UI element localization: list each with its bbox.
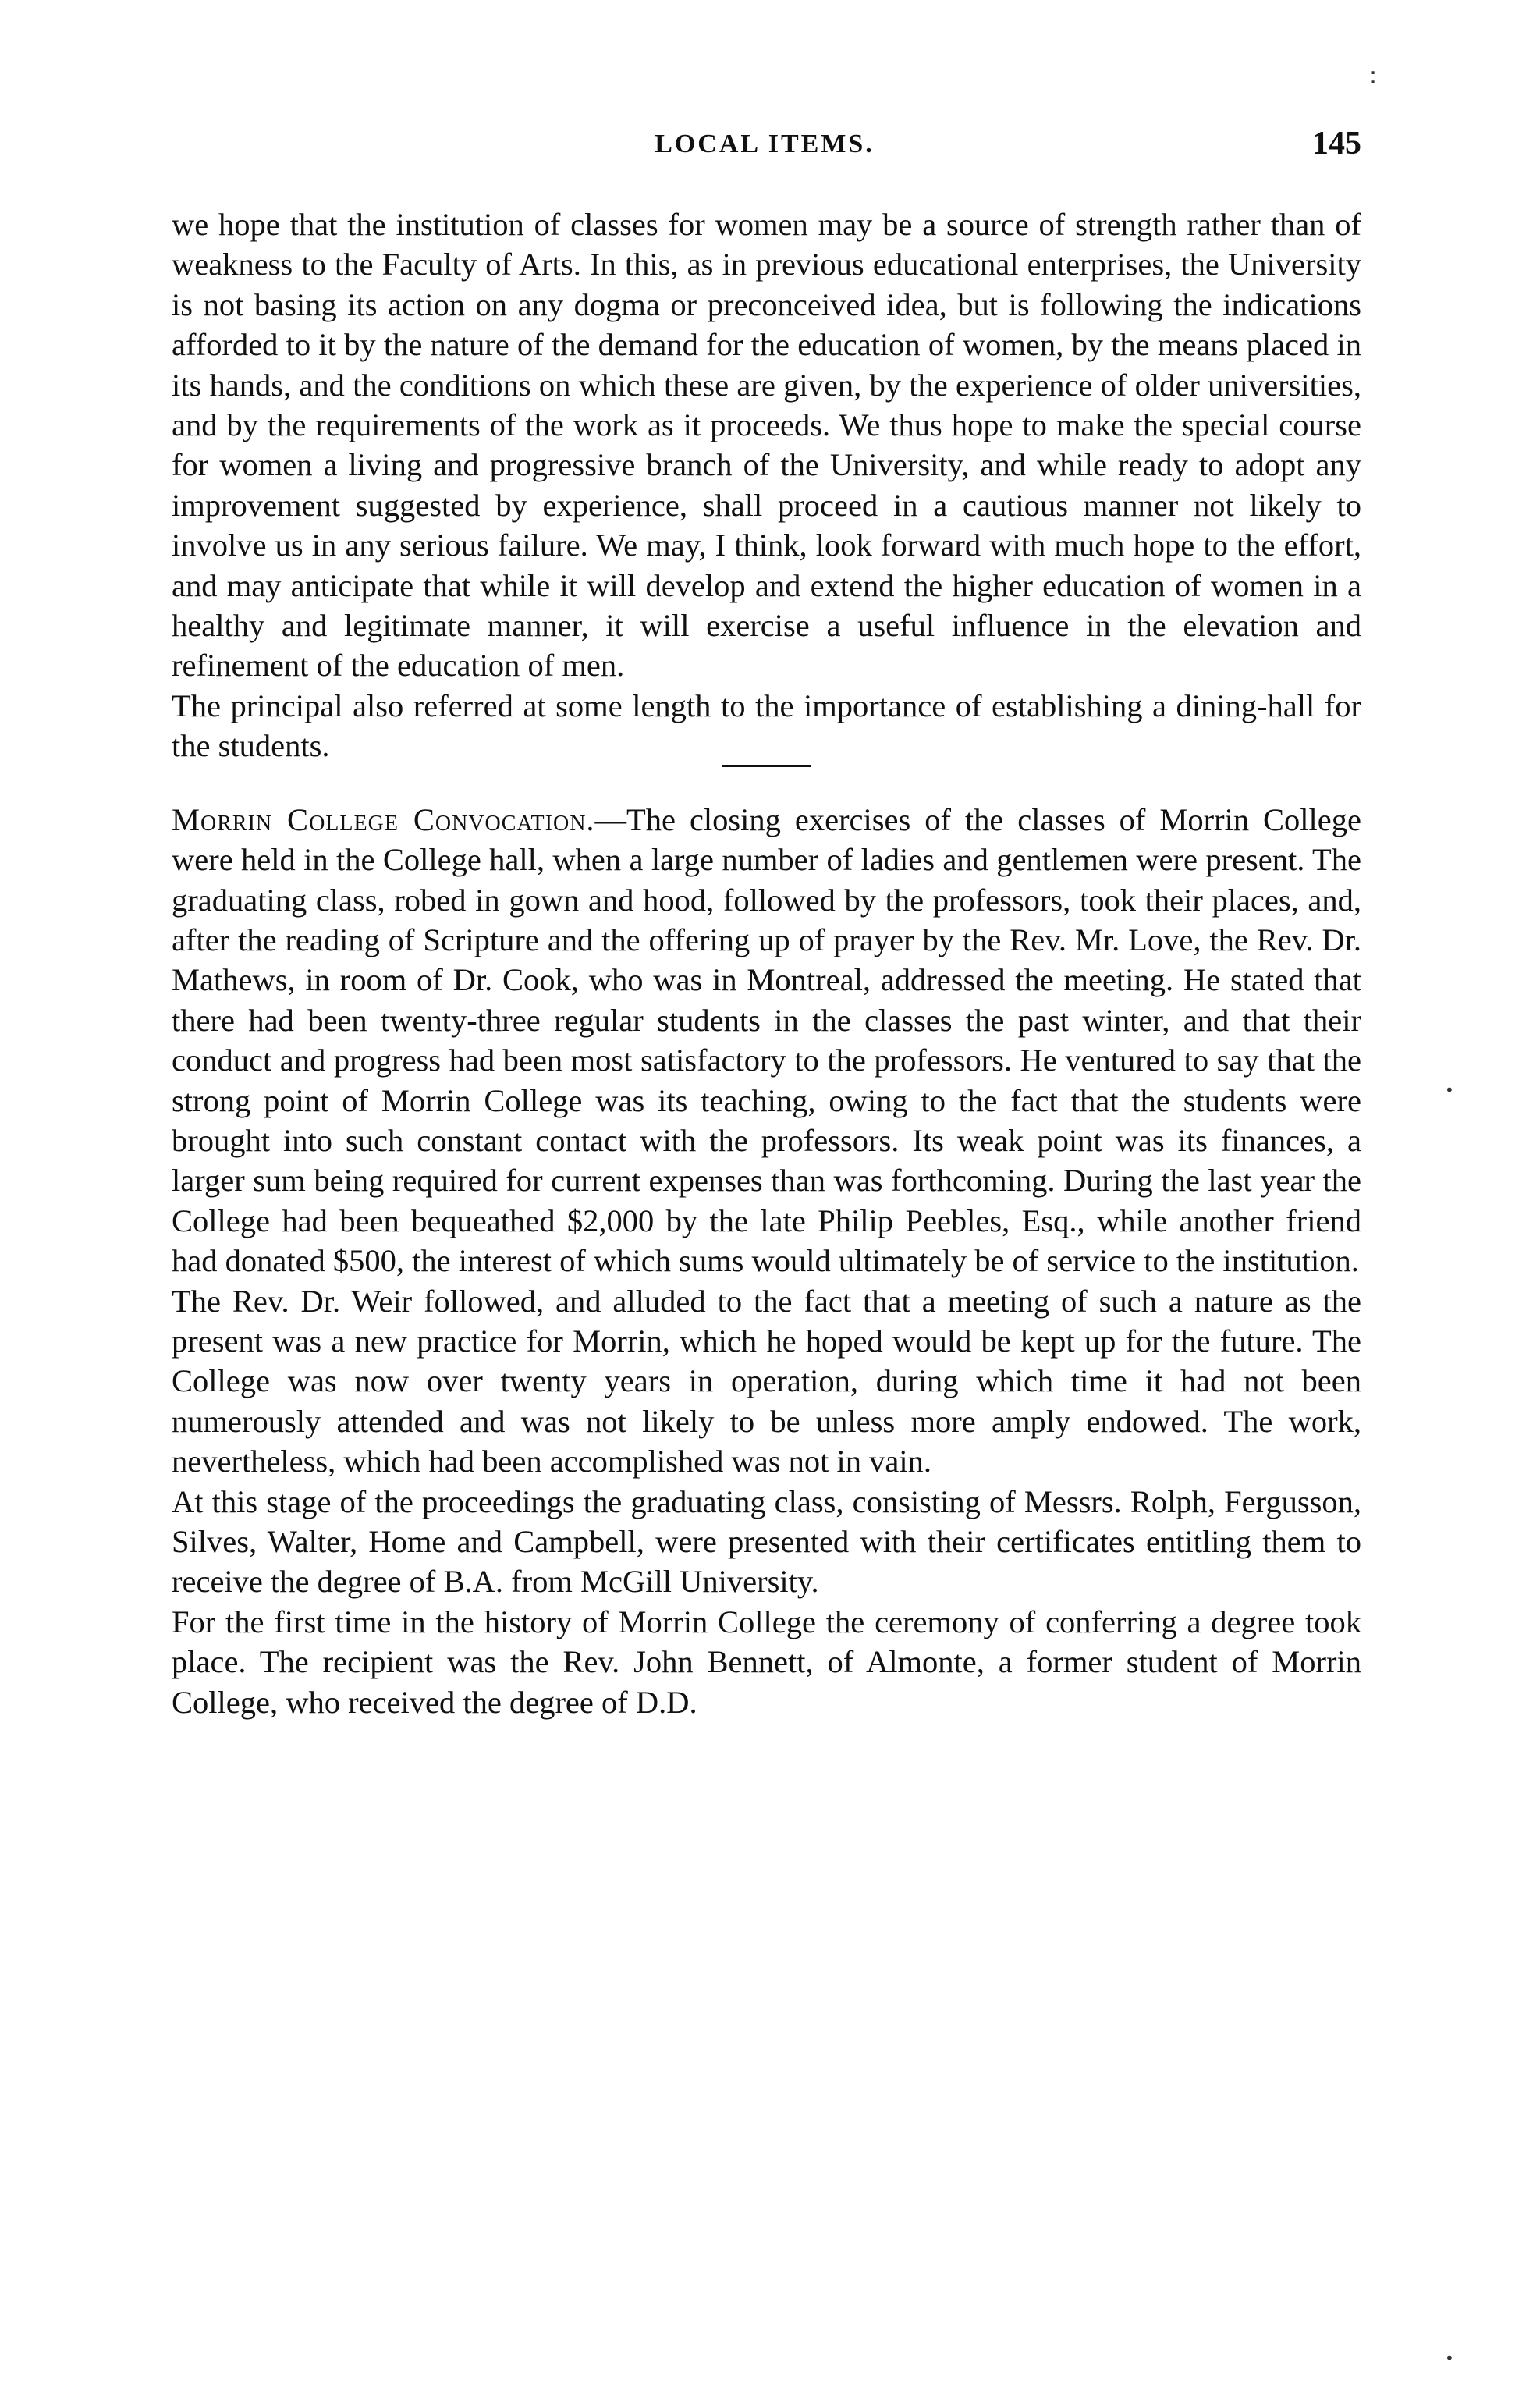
paragraph-continuation: we hope that the institution of classes for women may be a source of strength rather than of weakness to the Faculty of Arts. In this, as in previous educational enterprises, the University is not basing its action on any dogma or preconceived idea, but is following the indications afforded to it by the nature of the demand for the education of women, by the means placed in its hands, and the conditions on which these are given, by the experience of older universities, and by the requirements of the work as it proceeds. We thus hope to make the special course for women a living and progressive branch of the University, and while ready to adopt any improvement suggested by experience, shall proceed in a cautious manner not likely to involve us in any serious failure. We may, I think, look forward with much hope to the effort, and may anticipate that while it will develop and extend the higher education of women in a healthy and legitimate manner, it will exercise a useful influence in the elevation and refinement of the education of men. <box>172 207 1361 684</box>
page-number: 145 <box>1312 126 1361 162</box>
running-title: LOCAL ITEMS. <box>655 130 875 158</box>
section-heading: Morrin College Convocation. <box>172 801 595 837</box>
margin-mark: • <box>1445 2349 1454 2367</box>
margin-mark: • <box>1445 1081 1454 1099</box>
paragraph-morrin-convocation-text: —The closing exercises of the classes of Morrin College were held in the College hall, when a large number of ladies and gentlemen were present. The graduating class, robed in gown and hood, followed by the professors, took their places, and, after the reading of Scripture and the offering up of prayer by the Rev. Mr. Love, the Rev. Dr. Mathews, in room of Dr. Cook, who was in Montreal, addressed the meeting. He stated that there had been twenty-three regular students in the classes the past winter, and that their conduct and progress had been most satisfactory to the professors. He ventured to say that the strong point of Morrin College was its teaching, owing to the fact that the students were brought into such constant contact with the professors. Its weak point was its finances, a larger sum being required for current expenses than was forthcoming. During the last year the College had been bequeathed $2,000 by the late Philip Peebles, Esq., while another friend had donated $500, the interest of which sums would ultimately be of service to the institution. <box>172 801 1361 1279</box>
body-text <box>172 204 1361 1722</box>
paragraph-dr-weir: The Rev. Dr. Weir followed, and alluded to the fact that a meeting of such a nature as the present was a new practice for Morrin, which he hoped would be kept up for the future. The College was now over twenty years in operation, during which time it had not been numerously attended and was not likely to be unless more amply endowed. The work, nevertheless, which had been accomplished was not in vain. <box>172 1283 1361 1479</box>
paragraph-graduating-class: At this stage of the proceedings the graduating class, consisting of Messrs. Rolph, Fergusson, Silves, Walter, Home and Campbell, were presented with their certificates entitling them to receive the degree of B.A. from McGill University. <box>172 1483 1361 1600</box>
section-divider <box>722 765 811 767</box>
paragraph-dining-hall: The principal also referred at some length to the importance of establishing a dining-hall for the students. <box>172 687 1361 764</box>
margin-mark: : <box>1369 62 1378 90</box>
running-head <box>168 125 1361 172</box>
paragraph-morrin-convocation <box>172 800 1361 1281</box>
paragraph-first-degree: For the first time in the history of Morrin College the ceremony of conferring a degree took place. The recipient was the Rev. John Bennett, of Almonte, a former student of Morrin College, who received the degree of D.D. <box>172 1604 1361 1720</box>
